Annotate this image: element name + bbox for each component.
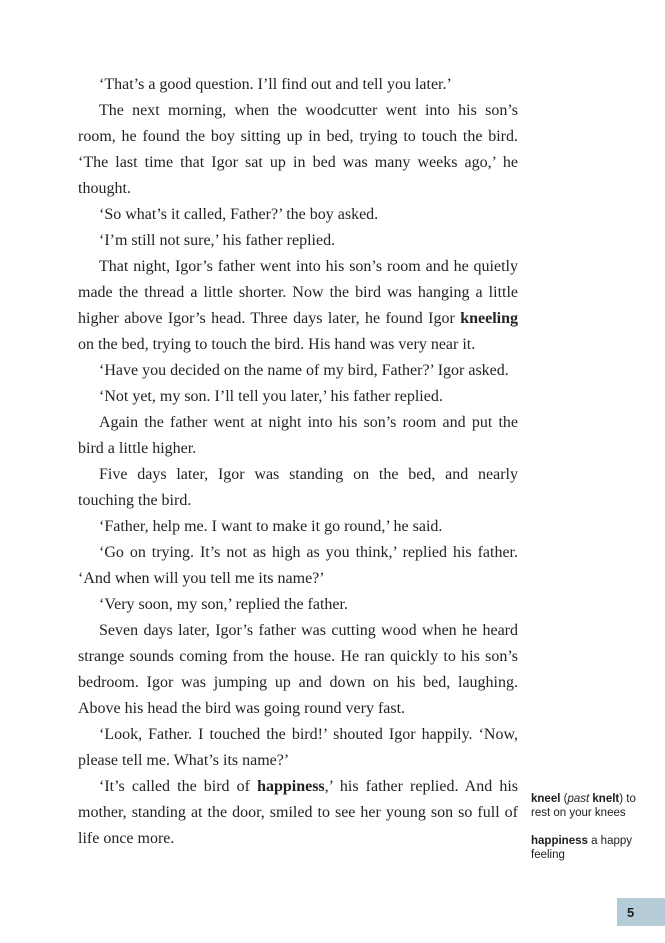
text-run: ‘It’s called the bird of: [99, 778, 258, 795]
text-run: ‘Go on trying. It’s not as high as you think,’ replied his father. ‘And when will you tell me its name?’: [78, 544, 518, 587]
text-run: ‘I’m still not sure,’ his father replied.: [99, 232, 336, 249]
story-text-column: [78, 72, 518, 852]
paragraph: [78, 254, 518, 358]
paragraph: [78, 592, 518, 618]
paragraph: [78, 410, 518, 462]
text-run: Again the father went at night into his son’s room and put the bird a little higher.: [78, 414, 518, 457]
text-run: ) to rest on your knees: [531, 793, 636, 819]
emphasized-text: kneeling: [460, 310, 518, 327]
text-run: That night, Igor’s father went into his son’s room and he quietly made the thread a little shorter. Now the bird was hanging a little higher above Igor’s head. Three days later, he found Igor: [78, 258, 518, 327]
page-number: 5: [627, 904, 635, 920]
text-run: ,’ his father replied. And his mother, standing at the door, smiled to see her young son so full of life once more.: [78, 778, 518, 847]
text-run: ‘Have you decided on the name of my bird, Father?’ Igor asked.: [99, 362, 509, 379]
paragraph: [78, 202, 518, 228]
paragraph: [78, 98, 518, 202]
paragraph: [78, 774, 518, 852]
text-run: ‘Father, help me. I want to make it go round,’ he said.: [99, 518, 443, 535]
emphasized-text: past: [567, 793, 590, 805]
paragraph: [78, 514, 518, 540]
paragraph: [78, 618, 518, 722]
text-run: ‘Not yet, my son. I’ll tell you later,’ his father replied.: [99, 388, 443, 405]
text-run: ‘That’s a good question. I’ll find out and tell you later.’: [99, 76, 452, 93]
paragraph: [78, 228, 518, 254]
text-run: ‘Look, Father. I touched the bird!’ shouted Igor happily. ‘Now, please tell me. What’s its name?’: [78, 726, 518, 769]
text-run: Five days later, Igor was standing on the bed, and nearly touching the bird.: [78, 466, 518, 509]
emphasized-text: knelt: [592, 793, 620, 805]
paragraph: [78, 540, 518, 592]
glossary-entry: [531, 834, 637, 862]
paragraph: [78, 384, 518, 410]
paragraph: [78, 72, 518, 98]
paragraph: [78, 722, 518, 774]
emphasized-text: kneel: [531, 793, 561, 805]
paragraph: [78, 358, 518, 384]
text-run: Seven days later, Igor’s father was cutting wood when he heard strange sounds coming from the house. He ran quickly to his son’s bedroom. Igor was jumping up and down on his bed, laughing. Above his head the bird was going round very fast.: [78, 622, 518, 717]
emphasized-text: happiness: [257, 778, 325, 795]
emphasized-text: happiness: [531, 835, 588, 847]
text-run: (: [560, 793, 568, 805]
text-run: ‘So what’s it called, Father?’ the boy asked.: [99, 206, 379, 223]
glossary-sidebar: [531, 792, 637, 876]
text-run: ‘Very soon, my son,’ replied the father.: [99, 596, 348, 613]
text-run: The next morning, when the woodcutter went into his son’s room, he found the boy sitting up in bed, trying to touch the bird. ‘The last time that Igor sat up in bed was many weeks ago,’ he thought.: [78, 102, 518, 197]
paragraph: [78, 462, 518, 514]
text-run: a happy feeling: [531, 835, 633, 861]
page-number-badge: [617, 898, 665, 926]
glossary-entry: [531, 792, 637, 820]
text-run: on the bed, trying to touch the bird. His hand was very near it.: [78, 336, 476, 353]
